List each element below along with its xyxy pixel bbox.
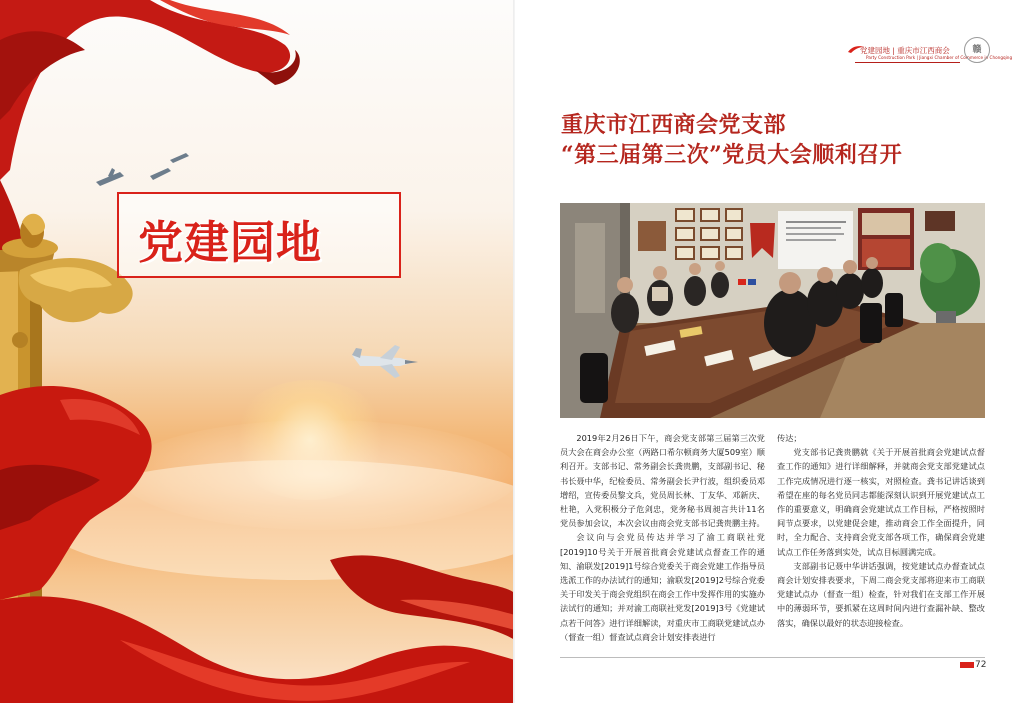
paragraph: 会议向与会党员传达并学习了渝工商联社党[2019]10号关于开展首批商会党建试点督查工作的通知、渝联发[2019]1号综合党委关于商会党建工作指导员选派工作的办法试行的通知；渝联发[2019]2号综合党委关于印发关于商会党组织在商会工作中发挥作用的实施办法试行的通知；并对渝工商联社党发[2019]3号《党建试点若干问答》进行详细解读，对重庆市工商联党建试点办（督查一组）督查试点商会计划安排表进行: [560, 532, 765, 642]
paragraph: 党支部书记龚贵鹏就《关于开展首批商会党建试点督查工作的通知》进行详细解释，并就商会党支部党建试点工作完成情况进行逐一核实，对照检查。龚书记讲话谈到希望在座的每名党员同志都能深刻认识到开展党建试点工作的重要意义，明确商会党建试点工作目标，严格按照时间节点要求，以党建促会建，推动商会工作全面提升，同时，全力配合、支持商会党支部各项工作，确保商会党建试点工作任务落到实处，试点目标圆满完成。: [777, 447, 985, 557]
section-subtitle: Party Construction Park | Jiangxi Chamber of Commerce in Chongqing: [866, 55, 1013, 60]
article-column-right: [777, 431, 985, 630]
footer-rule: [560, 657, 985, 658]
meeting-photo: [560, 203, 985, 418]
right-page-article: [515, 0, 1028, 703]
headline-line-2: “第三届第三次”党员大会顺利召开: [561, 142, 903, 168]
headline-line-1: 重庆市江西商会党支部: [561, 112, 787, 138]
article-column-left: [560, 431, 765, 644]
section-label: 党建园地 | 重庆市江西商会: [860, 46, 950, 55]
page-number: 72: [975, 660, 987, 670]
page-tag-icon: [960, 662, 974, 668]
paragraph: 支部副书记聂中华讲话强调，按党建试点办督查试点商会计划安排表要求，下周二商会党支部将迎来市工商联党建试点办（督查一组）检查，针对我们在支部工作开展中的薄弱环节，要抓紧在这周时间内进行查漏补缺、整改落实，确保以最好的状态迎接检查。: [777, 560, 985, 628]
paragraph: 传达；: [777, 433, 802, 443]
cover-title: 党建园地: [138, 216, 323, 269]
header-rule: [855, 62, 960, 63]
chamber-logo-icon: 赣: [964, 37, 990, 63]
paragraph: 2019年2月26日下午，商会党支部第三届第三次党员大会在商会办公室（两路口希尔顿商务大厦509室）顺利召开。支部书记、常务副会长龚贵鹏，支部副书记、秘书长聂中华，纪检委员、常务副会长尹行波，组织委员邓增绍，宣传委员黎文兵，党员周长林、丁友华、邓新庆、杜艳，入党积极分子危剑忠，党务秘书周昶言共计11名党员参加会议，本次会议由商会党支部书记龚贵鹏主持。: [560, 433, 765, 529]
